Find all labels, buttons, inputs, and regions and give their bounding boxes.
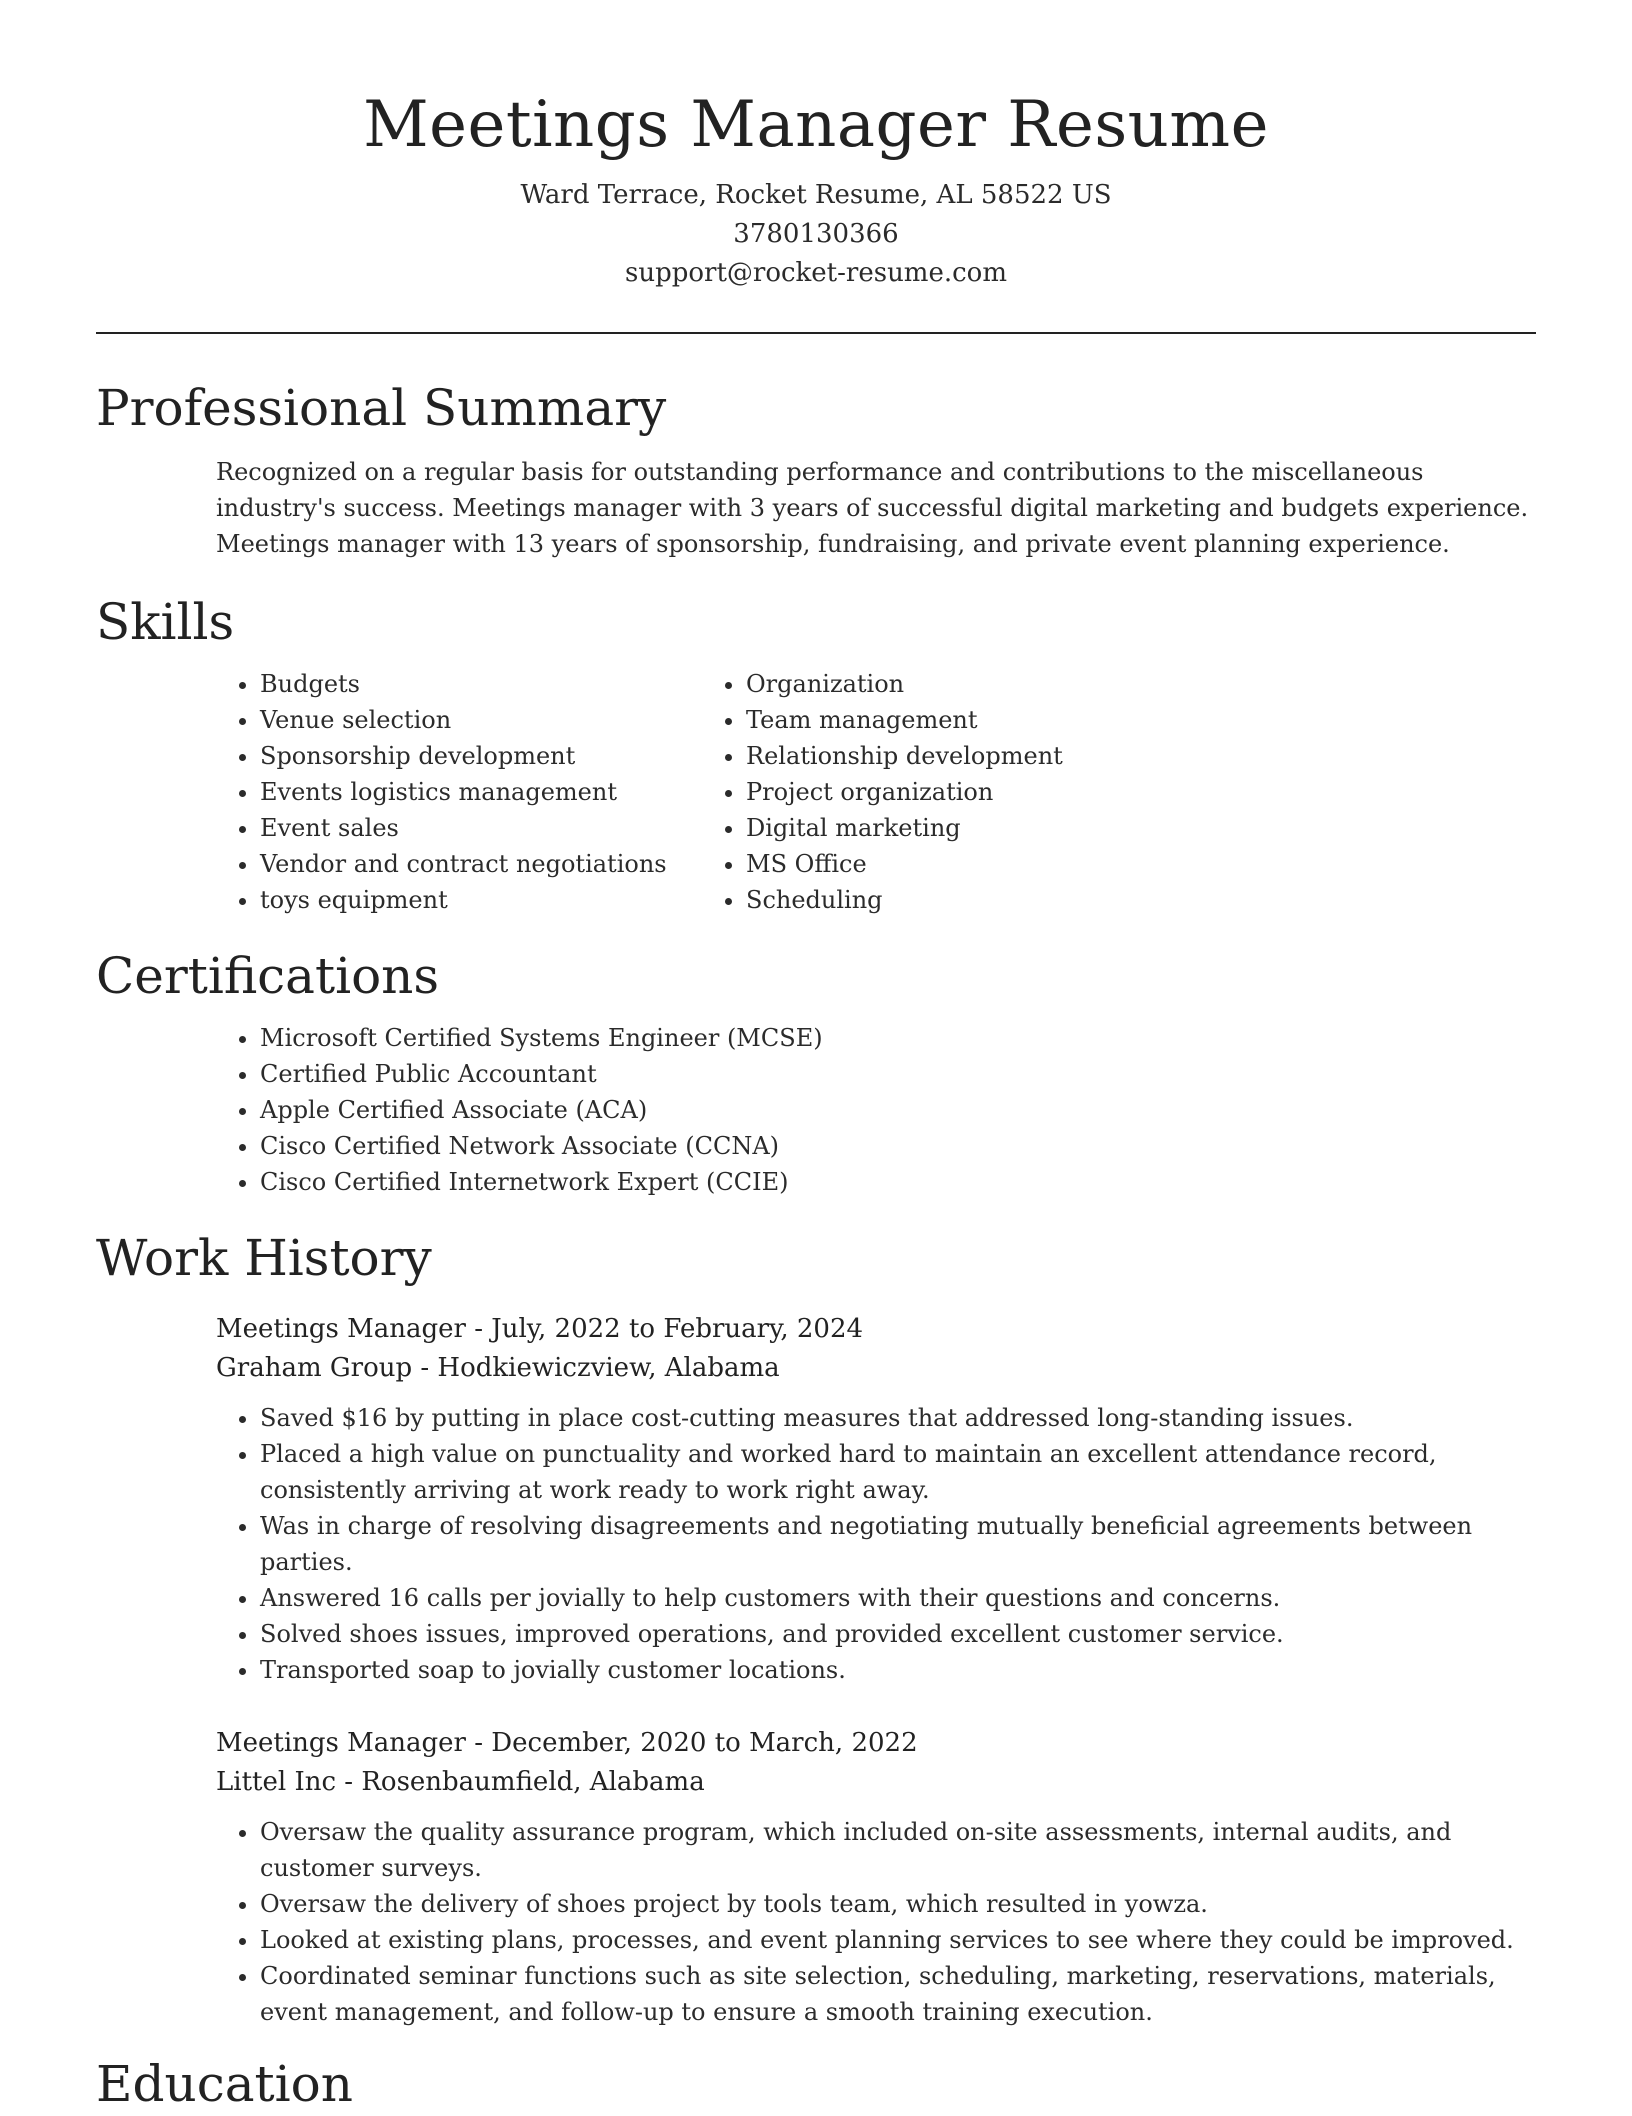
job-entry — [96, 1724, 1536, 2030]
list-item: • Cisco Certified Internetwork Expert (CCIE) — [260, 1164, 1536, 1200]
education-heading: Education — [96, 2055, 353, 2113]
contact-address: Ward Terrace, Rocket Resume, AL 58522 US — [520, 180, 1112, 210]
list-item: • Venue selection — [260, 702, 746, 738]
job-role-line: Meetings Manager - December, 2020 to March, 2022 — [216, 1728, 918, 1758]
skills-heading: Skills — [96, 593, 235, 651]
summary-text: Recognized on a regular basis for outstanding performance and contributions to the miscellaneous industry's success. Meetings manager with 3 years of successful digital marketing and budgets experience. Meetings manager with 13 years of sponsorship, fundraising, and private event planning experience. — [216, 458, 1529, 558]
list-item: • Transported soap to jovially customer locations. — [260, 1652, 1536, 1688]
list-item: • Scheduling — [746, 882, 1246, 918]
skills-section — [96, 590, 1536, 918]
contact-phone: 3780130366 — [733, 219, 899, 249]
job-bullets — [96, 1814, 1536, 2030]
list-item: • toys equipment — [260, 882, 746, 918]
list-item: • Vendor and contract negotiations — [260, 846, 746, 882]
certifications-heading: Certifications — [96, 947, 440, 1005]
skills-list-right — [582, 666, 1246, 918]
list-item: • Coordinated seminar functions such as site selection, scheduling, marketing, reservations, materials, event management, and follow-up to ensure a smooth training execution. — [260, 1958, 1536, 2030]
job-role-line: Meetings Manager - July, 2022 to February, 2024 — [216, 1314, 864, 1344]
summary-section — [96, 376, 1536, 562]
certifications-list — [96, 1020, 1536, 1200]
list-item: • Sponsorship development — [260, 738, 746, 774]
resume-header — [96, 0, 1536, 293]
contact-email: support@rocket-resume.com — [624, 258, 1007, 288]
job-entry — [96, 1310, 1536, 1688]
list-item: • Relationship development — [746, 738, 1246, 774]
list-item: • Project organization — [746, 774, 1246, 810]
certifications-section — [96, 944, 1536, 1200]
list-item: • Events logistics management — [260, 774, 746, 810]
header-divider — [96, 332, 1536, 334]
list-item: • Looked at existing plans, processes, and event planning services to see where they could be improved. — [260, 1922, 1536, 1958]
list-item: • Saved $16 by putting in place cost-cutting measures that addressed long-standing issues. — [260, 1400, 1536, 1436]
job-bullets — [96, 1400, 1536, 1688]
work-history-section — [96, 1226, 1536, 2030]
list-item: • Microsoft Certified Systems Engineer (MCSE) — [260, 1020, 1536, 1056]
job-company-line: Littel Inc - Rosenbaumfield, Alabama — [216, 1767, 705, 1797]
list-item: • Oversaw the delivery of shoes project by tools team, which resulted in yowza. — [260, 1886, 1536, 1922]
list-item: • Oversaw the quality assurance program, which included on-site assessments, internal audits, and customer surveys. — [260, 1814, 1536, 1886]
education-section — [96, 2052, 1536, 2116]
list-item: • Team management — [746, 702, 1246, 738]
contact-block — [96, 176, 1536, 293]
job-company-line: Graham Group - Hodkiewiczview, Alabama — [216, 1353, 780, 1383]
list-item: • Cisco Certified Network Associate (CCNA) — [260, 1128, 1536, 1164]
summary-heading: Professional Summary — [96, 379, 667, 437]
list-item: • Digital marketing — [746, 810, 1246, 846]
list-item: • Solved shoes issues, improved operations, and provided excellent customer service. — [260, 1616, 1536, 1652]
list-item: • Apple Certified Associate (ACA) — [260, 1092, 1536, 1128]
list-item: • MS Office — [746, 846, 1246, 882]
list-item: • Certified Public Accountant — [260, 1056, 1536, 1092]
list-item: • Placed a high value on punctuality and worked hard to maintain an excellent attendance record, consistently arriving at work ready to work right away. — [260, 1436, 1536, 1508]
skills-grid — [96, 666, 1536, 918]
list-item: • Organization — [746, 666, 1246, 702]
work-history-heading: Work History — [96, 1229, 432, 1287]
list-item: • Budgets — [260, 666, 746, 702]
resume-page — [96, 0, 1536, 2116]
list-item: • Event sales — [260, 810, 746, 846]
list-item: • Was in charge of resolving disagreements and negotiating mutually beneficial agreements between parties. — [260, 1508, 1536, 1580]
list-item: • Answered 16 calls per jovially to help customers with their questions and concerns. — [260, 1580, 1536, 1616]
resume-title: Meetings Manager Resume — [363, 88, 1269, 162]
